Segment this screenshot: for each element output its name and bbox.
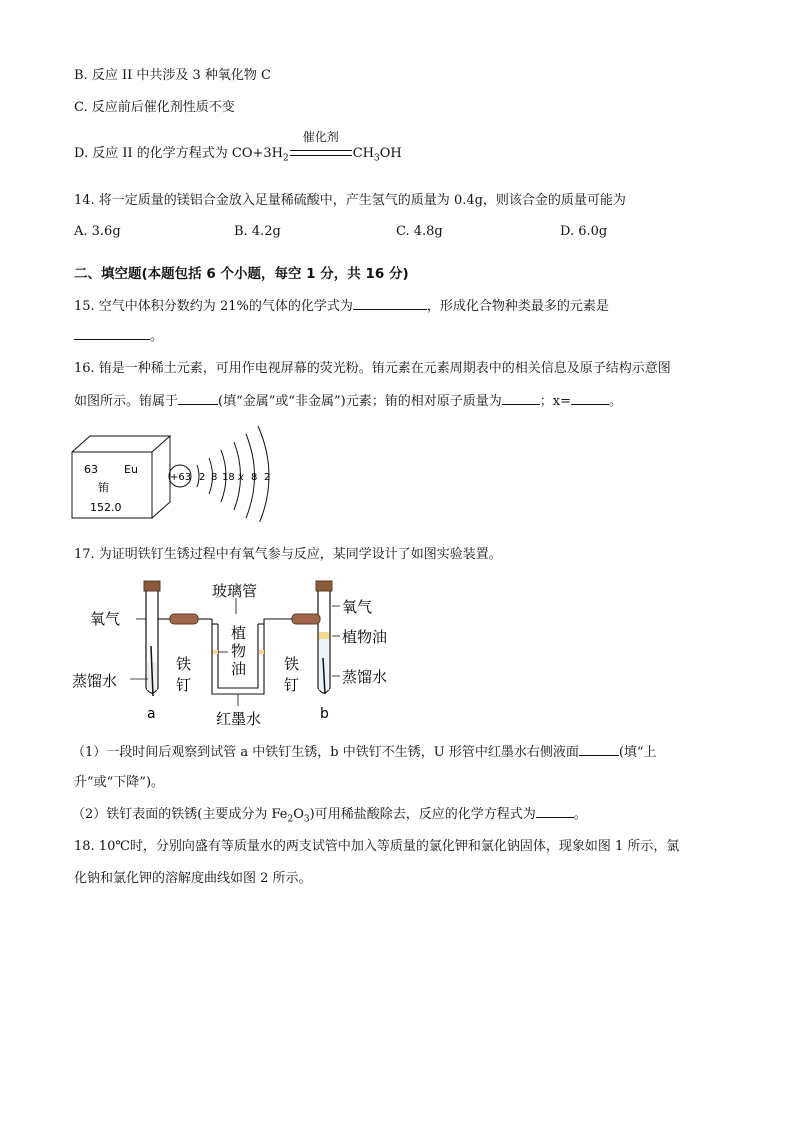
tube-b-label: b — [320, 706, 329, 722]
q16-text-a: 如图所示。铕属于 — [74, 394, 179, 409]
q16-text-b: (填“金属”或“非金属”)元素；铕的相对原子质量为 — [218, 394, 502, 409]
shell-3-count: 18 — [222, 472, 235, 483]
q17-sub1-text-a: （1）一段时间后观察到试管 a 中铁钉生锈，b 中铁钉不生锈，U 形管中红墨水右侧液面 — [72, 745, 579, 760]
rubber-connector-left — [170, 614, 198, 624]
europium-figure — [66, 418, 286, 522]
q15-line1 — [74, 297, 609, 316]
q13-option-b: B. 反应 II 中共涉及 3 种氧化物 C — [74, 68, 271, 83]
atomic-number: 63 — [84, 463, 98, 476]
glass-tube-label: 玻璃管 — [212, 582, 258, 600]
answer-blank[interactable] — [571, 392, 609, 405]
q17-sub2 — [72, 805, 587, 829]
q14-option-c: C. 4.8g — [396, 224, 443, 239]
q16-text-c: ；x= — [539, 394, 571, 409]
oil-label-right: 植物油 — [342, 628, 388, 646]
q16-text-d: 。 — [608, 394, 622, 409]
q17-sub2-text-a: （2）铁钉表面的铁锈(主要成分为 Fe — [72, 807, 288, 822]
rubber-connector-right — [292, 614, 320, 624]
vegetable-oil — [319, 632, 329, 639]
q18-line2: 化钠和氯化钾的溶解度曲线如图 2 所示。 — [74, 871, 312, 886]
q15-end: 。 — [150, 329, 164, 344]
water-label-left: 蒸馏水 — [72, 672, 118, 690]
section-title: 二、填空题(本题包括 6 个小题，每空 1 分，共 16 分) — [74, 266, 409, 282]
product: CH — [352, 146, 375, 161]
q16-line1: 16. 铕是一种稀土元素，可用作电视屏幕的荧光粉。铕元素在元素周期表中的相关信息及原子结构示意图 — [74, 361, 671, 376]
answer-blank[interactable] — [353, 297, 427, 310]
oxygen-label-left: 氧气 — [90, 610, 121, 628]
q13-option-c: C. 反应前后催化剂性质不变 — [74, 100, 235, 115]
nail-label-right-1: 铁 — [284, 655, 300, 673]
atomic-mass: 152.0 — [90, 501, 122, 514]
q16-line2 — [74, 392, 622, 411]
red-ink-label: 红墨水 — [216, 710, 262, 728]
q17-sub1-line2: 升”或“下降”)。 — [74, 775, 165, 790]
double-line — [290, 150, 352, 156]
tube-a-label: a — [147, 706, 156, 722]
answer-blank[interactable] — [502, 392, 540, 405]
rust-experiment-apparatus — [70, 576, 430, 734]
q14-option-a: A. 3.6g — [74, 224, 121, 239]
q15-part2: ，形成化合物种类最多的元素是 — [426, 299, 609, 314]
answer-blank[interactable] — [178, 392, 218, 405]
subscript: 2 — [283, 153, 289, 164]
stopper — [144, 581, 160, 591]
catalyst-equation-sign — [290, 130, 352, 163]
q17-sub1-text-b: (填“上 — [618, 745, 657, 760]
nail-label-left-1: 铁 — [176, 655, 192, 673]
q17-sub2-text-d: 。 — [573, 807, 587, 822]
oil-label-mid-3: 油 — [231, 660, 247, 678]
q13-option-d-text: D. 反应 II 的化学方程式为 CO+3H — [74, 146, 283, 161]
q14-stem: 14. 将一定质量的镁铝合金放入足量稀硫酸中，产生氢气的质量为 0.4g，则该合金的质量可能为 — [74, 193, 626, 208]
answer-blank[interactable] — [579, 743, 619, 756]
answer-blank[interactable] — [536, 805, 574, 818]
oxygen-label-right: 氧气 — [342, 598, 373, 616]
product-end: OH — [379, 146, 402, 161]
shell-6-count: 2 — [264, 472, 271, 483]
q14-option-d: D. 6.0g — [560, 224, 608, 239]
q18-line1: 18. 10℃时，分别向盛有等质量水的两支试管中加入等质量的氯化钾和氯化钠固体，现象如图 1 所示，氯 — [74, 839, 680, 854]
subscript: 3 — [303, 814, 310, 825]
nail-label-left-2: 钉 — [176, 676, 192, 694]
nucleus-charge: +63 — [170, 472, 192, 483]
element-symbol: Eu — [124, 463, 138, 476]
atom-structure — [169, 426, 270, 522]
subscript: 3 — [374, 153, 380, 164]
catalyst-label: 催化剂 — [302, 130, 339, 144]
oil-mark-left — [213, 650, 218, 654]
water-label-right: 蒸馏水 — [342, 668, 388, 686]
q17-sub1-line1 — [72, 743, 657, 762]
shell-5-count: 8 — [251, 472, 258, 483]
q14-option-b: B. 4.2g — [234, 224, 281, 239]
subscript: 2 — [287, 814, 294, 825]
element-name: 铕 — [98, 481, 109, 494]
q17-sub2-text-b: O — [293, 807, 304, 822]
oil-label-mid-1: 植 — [231, 624, 247, 642]
q15-part1: 15. 空气中体积分数约为 21%的气体的化学式为 — [74, 299, 353, 314]
oil-mark-right — [259, 650, 264, 654]
q15-line2 — [74, 327, 163, 346]
nail-label-right-2: 钉 — [284, 676, 300, 694]
q17-stem: 17. 为证明铁钉生锈过程中有氧气参与反应，某同学设计了如图实验装置。 — [74, 547, 502, 562]
shell-2-count: 8 — [211, 472, 218, 483]
oil-label-mid-2: 物 — [231, 642, 247, 660]
q13-option-d — [74, 130, 402, 168]
q17-sub2-text-c: )可用稀盐酸除去，反应的化学方程式为 — [309, 807, 536, 822]
shell-4-count: x — [238, 472, 244, 483]
answer-blank[interactable] — [74, 327, 150, 340]
stopper — [316, 581, 332, 591]
shell-1-count: 2 — [199, 472, 206, 483]
test-tube-b — [316, 581, 332, 694]
